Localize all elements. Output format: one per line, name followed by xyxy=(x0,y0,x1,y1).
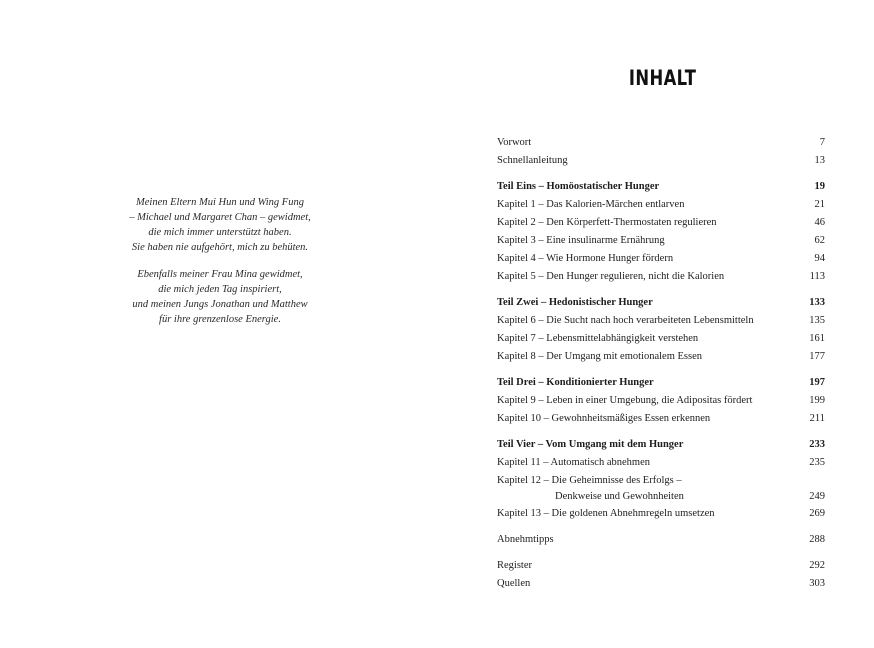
toc-entry[interactable] xyxy=(497,232,825,250)
toc-entry[interactable] xyxy=(497,531,825,549)
dedication-paragraph xyxy=(100,267,340,327)
toc-entry-label xyxy=(497,268,724,286)
toc-entry-label-text: Schnellanleitung xyxy=(497,155,568,166)
toc-entry-label xyxy=(497,436,683,454)
toc-entry-page-number: 292 xyxy=(809,560,825,571)
toc-entry[interactable] xyxy=(497,392,825,410)
toc-entry-label xyxy=(497,410,710,428)
toc-entry[interactable] xyxy=(497,330,825,348)
toc-entry-label-text: Kapitel 11 – Automatisch abnehmen xyxy=(497,457,650,468)
toc-entry-label-text: Vorwort xyxy=(497,137,532,148)
dedication xyxy=(100,195,340,339)
toc-entry[interactable] xyxy=(497,214,825,232)
toc-entry-label xyxy=(497,531,554,549)
toc-entry-label xyxy=(497,348,702,366)
toc-entry-label-text: Kapitel 2 – Den Körperfett-Thermostaten regulieren xyxy=(497,217,717,228)
toc-entry-label-text: Kapitel 4 – Wie Hormone Hunger fördern xyxy=(497,253,674,264)
toc-entry-page-number: 269 xyxy=(809,508,825,519)
toc-group-gap xyxy=(497,170,825,178)
toc-entry-label xyxy=(497,557,532,575)
right-page xyxy=(437,0,874,648)
toc-entry-label xyxy=(497,454,650,472)
toc-entry-page-number: 62 xyxy=(814,235,825,246)
toc-entry-label-text: Kapitel 1 – Das Kalorien-Märchen entlarven xyxy=(497,199,685,210)
toc-entry-page-number: 288 xyxy=(809,534,825,545)
toc-entry[interactable] xyxy=(497,348,825,366)
toc-entry-label xyxy=(497,505,715,523)
toc-entry-page-number: 161 xyxy=(809,333,825,344)
toc-entry-page-number: 235 xyxy=(809,457,825,468)
toc-entry-label-text: Teil Eins – Homöostatischer Hunger xyxy=(497,181,660,192)
toc-part-heading[interactable] xyxy=(497,294,825,312)
toc-entry-label-text: Register xyxy=(497,560,532,571)
toc-entry-page-number: 21 xyxy=(814,199,825,210)
toc-entry[interactable] xyxy=(497,312,825,330)
toc-entry-label-text: Kapitel 3 – Eine insulinarme Ernährung xyxy=(497,235,665,246)
toc-entry-page-number: 197 xyxy=(809,377,825,388)
toc-entry-label-text: Kapitel 12 – Die Geheimnisse des Erfolgs – xyxy=(497,475,682,486)
table-of-contents xyxy=(497,134,825,593)
toc-entry-label-text: Teil Zwei – Hedonistischer Hunger xyxy=(497,297,653,308)
toc-entry-page-number: 13 xyxy=(814,155,825,166)
toc-group-gap xyxy=(497,549,825,557)
toc-entry-page-number: 133 xyxy=(809,297,825,308)
toc-entry[interactable] xyxy=(497,152,825,170)
toc-entry-label-text: Kapitel 9 – Leben in einer Umgebung, die Adipositas fördert xyxy=(497,395,753,406)
toc-entry-label-text: Abnehmtipps xyxy=(497,534,554,545)
toc-entry[interactable] xyxy=(497,575,825,593)
toc-entry-label-text: Kapitel 7 – Lebensmittelabhängigkeit verstehen xyxy=(497,333,699,344)
toc-group-gap xyxy=(497,286,825,294)
toc-entry[interactable] xyxy=(497,410,825,428)
toc-entry-page-number: 19 xyxy=(814,181,825,192)
toc-entry-label-text: Kapitel 13 – Die goldenen Abnehmregeln umsetzen xyxy=(497,508,715,519)
toc-entry-label xyxy=(497,250,673,268)
dedication-line: Ebenfalls meiner Frau Mina gewidmet, xyxy=(137,269,303,280)
toc-entry-label xyxy=(497,232,665,250)
dedication-line: – Michael und Margaret Chan – gewidmet, xyxy=(129,212,311,223)
toc-part-heading[interactable] xyxy=(497,436,825,454)
toc-entry-page-number: 135 xyxy=(809,315,825,326)
toc-entry-label xyxy=(497,374,654,392)
toc-entry-page-number: 113 xyxy=(809,271,825,282)
dedication-line: für ihre grenzenlose Energie. xyxy=(159,314,281,325)
toc-group-gap xyxy=(497,366,825,374)
toc-entry-label xyxy=(497,134,531,152)
toc-entry-label-text: Teil Drei – Konditionierter Hunger xyxy=(497,377,654,388)
toc-part-heading[interactable] xyxy=(497,178,825,196)
dedication-line: und meinen Jungs Jonathan und Matthew xyxy=(132,299,308,310)
toc-group-gap xyxy=(497,523,825,531)
toc-entry-label-text: Kapitel 6 – Die Sucht nach hoch verarbeiteten Lebensmitteln xyxy=(497,315,754,326)
toc-entry-label xyxy=(497,178,659,196)
toc-entry-label xyxy=(497,294,653,312)
toc-entry-label-text: Teil Vier – Vom Umgang mit dem Hunger xyxy=(497,439,684,450)
toc-entry[interactable] xyxy=(497,557,825,575)
toc-entry-label-text: Quellen xyxy=(497,578,531,589)
dedication-line: die mich immer unterstützt haben. xyxy=(148,227,292,238)
toc-entry-page-number: 94 xyxy=(814,253,825,264)
toc-entry[interactable] xyxy=(497,250,825,268)
toc-entry-label xyxy=(497,196,684,214)
dedication-line: Sie haben nie aufgehört, mich zu behüten. xyxy=(131,242,309,253)
toc-entry-label xyxy=(497,473,684,505)
toc-entry-label xyxy=(497,214,717,232)
toc-entry-label xyxy=(497,392,752,410)
toc-entry-page-number: 177 xyxy=(809,351,825,362)
dedication-paragraph xyxy=(100,195,340,255)
toc-entry-label-text: Kapitel 10 – Gewohnheitsmäßiges Essen erkennen xyxy=(497,413,711,424)
toc-entry-label xyxy=(497,152,568,170)
toc-entry[interactable] xyxy=(497,505,825,523)
toc-entry-page-number: 233 xyxy=(809,439,825,450)
toc-entry-page-number: 249 xyxy=(809,491,825,502)
toc-entry-label xyxy=(497,312,754,330)
toc-entry[interactable] xyxy=(497,268,825,286)
toc-entry-page-number: 211 xyxy=(809,413,825,424)
toc-group-gap xyxy=(497,428,825,436)
toc-entry-page-number: 303 xyxy=(809,578,825,589)
toc-entry-label xyxy=(497,575,530,593)
toc-entry-label-text: Kapitel 8 – Der Umgang mit emotionalem Essen xyxy=(497,351,702,362)
toc-entry-page-number: 46 xyxy=(814,217,825,228)
toc-entry-label-continuation: Denkweise und Gewohnheiten xyxy=(555,491,684,502)
dedication-line: Meinen Eltern Mui Hun und Wing Fung xyxy=(136,197,304,208)
toc-entry[interactable] xyxy=(497,454,825,472)
dedication-line: die mich jeden Tag inspiriert, xyxy=(158,284,282,295)
toc-entry[interactable] xyxy=(497,134,825,152)
toc-entry-page-number: 7 xyxy=(819,137,825,148)
toc-entry[interactable] xyxy=(497,196,825,214)
toc-part-heading[interactable] xyxy=(497,374,825,392)
toc-entry-page-number: 199 xyxy=(809,395,825,406)
toc-entry-label xyxy=(497,330,698,348)
toc-entry[interactable] xyxy=(497,472,825,505)
toc-entry-label-text: Kapitel 5 – Den Hunger regulieren, nicht die Kalorien xyxy=(497,271,725,282)
toc-title: INHALT xyxy=(628,66,697,90)
